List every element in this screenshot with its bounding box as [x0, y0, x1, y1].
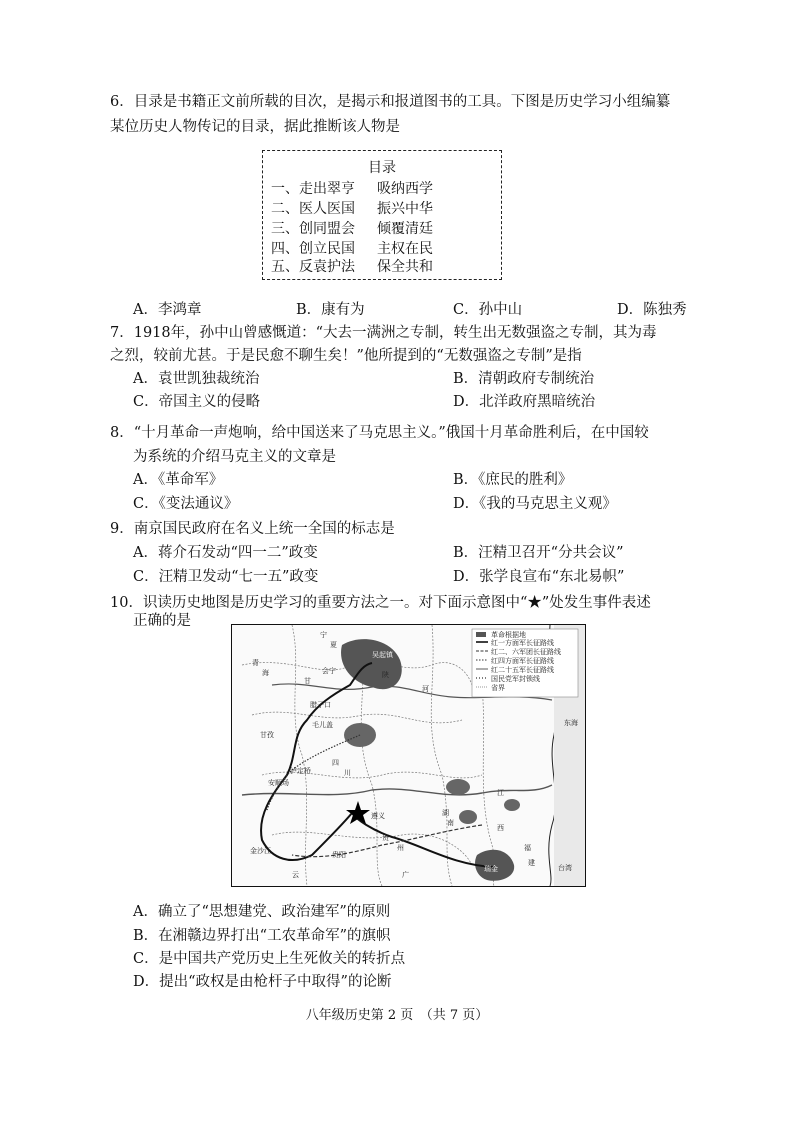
place-label: 遵义: [371, 812, 385, 820]
legend-label: 革命根据地: [491, 631, 526, 639]
q10-option-a[interactable]: A．确立了“思想建党、政治建军”的原则: [133, 904, 391, 920]
xiangegan-base: [459, 810, 477, 824]
place-label: 西: [497, 824, 504, 832]
toc-title: 目录: [368, 160, 396, 176]
page-footer: 八年级历史第 2 页 （共 7 页）: [305, 1008, 489, 1023]
place-label: 云: [292, 871, 299, 879]
toc-row: [271, 179, 433, 199]
q7-stem-line2: 之烈，较前尤甚。于是民愈不聊生矣！”他所提到的“无数强盗之专制”是指: [110, 348, 582, 364]
legend-label: 国民党军封锁线: [491, 675, 540, 683]
place-label: 东海: [564, 719, 578, 727]
q6-option-c[interactable]: C．孙中山: [453, 302, 523, 318]
q7-option-c[interactable]: C．帝国主义的侵略: [133, 394, 261, 410]
q7-option-d[interactable]: D．北洋政府黑暗统治: [453, 394, 596, 410]
toc-subtitle: 振兴中华: [377, 201, 433, 217]
legend-label: 红一方面军长征路线: [491, 639, 554, 647]
q6-option-a[interactable]: A．李鸿章: [133, 302, 202, 318]
q6-option-b[interactable]: B．康有为: [296, 302, 365, 318]
toc-subtitle: 主权在民: [377, 241, 433, 257]
q10-option-b[interactable]: B．在湘赣边界打出“工农革命军”的旗帜: [133, 928, 391, 944]
place-label: 毛儿盖: [312, 721, 333, 729]
q7-option-a[interactable]: A．袁世凯独裁统治: [133, 371, 260, 387]
place-label: 泸定桥: [290, 767, 311, 775]
toc-row: [271, 257, 433, 277]
place-label: 河: [422, 685, 429, 693]
place-label: 吴起镇: [372, 651, 393, 659]
place-label: 瑞金: [484, 865, 498, 873]
q6-option-d[interactable]: D．陈独秀: [617, 302, 687, 318]
legend-label: 红二、六军团长征路线: [491, 648, 561, 656]
place-label: 四: [332, 759, 339, 767]
place-label: 广: [402, 871, 409, 879]
place-label: 南: [447, 819, 454, 827]
q10-option-d[interactable]: D．提出“政权是由枪杆子中取得”的论断: [133, 974, 392, 990]
red-army-1-route: [261, 663, 494, 867]
q8-stem-line2: 为系统的介绍马克主义的文章是: [133, 449, 336, 465]
toc-subtitle: 吸纳西学: [377, 181, 433, 197]
q9-option-c[interactable]: C．汪精卫发动“七一五”政变: [133, 569, 319, 585]
toc-chapter: 五、反袁护法: [271, 259, 355, 275]
legend-label: 红二十五军长征路线: [491, 666, 554, 674]
q10-stem-line1: 10．识读历史地图是历史学习的重要方法之一。对下面示意图中“★”处发生事件表述: [110, 595, 651, 611]
place-label: 腊子口: [310, 701, 331, 709]
q8-option-b[interactable]: B．《庶民的胜利》: [453, 472, 573, 488]
place-label: 甘: [304, 677, 311, 685]
q10-stem-line2: 正确的是: [133, 613, 191, 629]
long-march-map: [231, 624, 586, 887]
q6-stem-line2: 某位历史人物传记的目录，据此推断该人物是: [110, 119, 400, 135]
map-legend: [472, 629, 578, 697]
toc-row: [271, 219, 433, 239]
place-label: 台湾: [558, 864, 572, 872]
place-label: 川: [344, 769, 351, 777]
q9-option-b[interactable]: B．汪精卫召开“分共会议”: [453, 545, 624, 561]
toc-subtitle: 保全共和: [377, 259, 433, 275]
toc-chapter: 二、医人医国: [271, 201, 355, 217]
legend-label: 红四方面军长征路线: [491, 657, 554, 665]
place-label: 宁: [320, 631, 327, 639]
q9-option-d[interactable]: D．张学良宣布“东北易帜”: [453, 569, 625, 585]
toc-chapter: 四、创立民国: [271, 241, 355, 257]
eyuwan-base: [446, 779, 470, 795]
q9-option-a[interactable]: A．蒋介石发动“四一二”政变: [133, 545, 318, 561]
q8-stem-line1: 8．“十月革命一声炮响，给中国送来了马克思主义。”俄国十月革命胜利后，在中国较: [110, 425, 649, 441]
place-label: 金沙江: [250, 847, 271, 855]
place-label: 陕: [382, 671, 389, 679]
q10-option-c[interactable]: C．是中国共产党历史上生死攸关的转折点: [133, 951, 406, 967]
q6-stem-line1: 6．目录是书籍正文前所载的目次，是揭示和报道图书的工具。下图是历史学习小组编纂: [110, 94, 671, 110]
toc-chapter: 一、走出翠亨: [271, 181, 355, 197]
place-label: 青: [252, 659, 259, 667]
place-label: 湖: [442, 809, 449, 817]
toc-row: [271, 239, 433, 259]
place-label: 海: [262, 669, 269, 677]
toc-chapter: 三、创同盟会: [271, 221, 355, 237]
place-label: 建: [528, 859, 535, 867]
toc-box: [262, 150, 502, 280]
star-marker-icon: [346, 801, 370, 824]
place-label: 贵: [382, 834, 389, 842]
map-svg: [232, 625, 585, 886]
place-label: 安顺场: [268, 779, 289, 787]
legend-label: 省界: [491, 684, 505, 692]
q7-option-b[interactable]: B．清朝政府专制统治: [453, 371, 595, 387]
fujian-base: [504, 799, 520, 811]
place-label: 会宁: [322, 667, 336, 675]
q9-stem-line1: 9．南京国民政府在名义上统一全国的标志是: [110, 521, 395, 537]
place-label: 夏: [330, 641, 337, 649]
place-label: 甘孜: [260, 731, 274, 739]
q8-option-a[interactable]: A．《革命军》: [133, 472, 224, 488]
toc-row: [271, 199, 433, 219]
place-label: 州: [397, 844, 404, 852]
place-label: 福: [524, 844, 531, 852]
toc-subtitle: 倾覆清廷: [377, 221, 433, 237]
q7-stem-line1: 7．1918年，孙中山曾感慨道：“大去一满洲之专制，转生出无数强盗之专制，其为毒: [110, 325, 657, 341]
q8-option-c[interactable]: C．《变法通议》: [133, 496, 239, 512]
place-label: 江: [497, 789, 504, 797]
place-label: 贵阳: [332, 851, 346, 859]
q8-option-d[interactable]: D．《我的马克思主义观》: [453, 496, 617, 512]
